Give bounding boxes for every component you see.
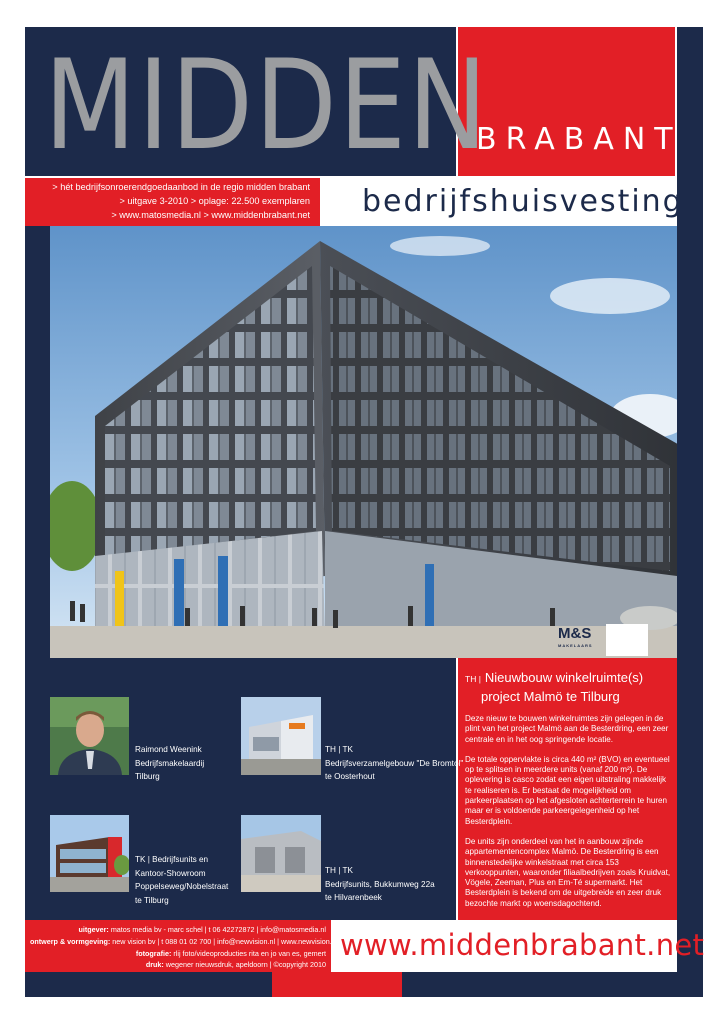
feature-headline-2: project Malmö te Tilburg xyxy=(481,689,620,704)
bottom-strip-left xyxy=(25,972,272,997)
bottom-strip-red xyxy=(272,972,402,997)
feature-paragraph-3: De units zijn onderdeel van het in aanbouw zijnde appartementencomplex Malmö. De Besterdring is een binnenstedelijke winkelstraat met circa 153 verkooppunten, waaronder filiaalbedrijven zoals Kruidvat, Vögele, Zeeman, Plus en Em-Té supermarkt. Het Besterdplein is bekend om de uitgebreide en zeer druk bezochte markt op woensdagochtend. xyxy=(465,836,671,908)
listing-2-line-2: Bedrijfsverzamelgebouw "De Bromtol" xyxy=(325,758,464,768)
agent-logo: M&S xyxy=(558,625,592,642)
masthead-sublines xyxy=(25,180,310,222)
left-edge-strip xyxy=(25,226,50,658)
listing-4-line-2: Bedrijfsunits, Bukkumweg 22a xyxy=(325,879,435,889)
hero-building-image xyxy=(50,226,677,658)
feature-headline xyxy=(465,669,643,706)
listing-photo-agent xyxy=(50,697,129,775)
listing-caption-2 xyxy=(325,743,463,784)
agent-logo-subtitle: MAKELAARS xyxy=(558,643,593,648)
listing-4-line-1: TH | TK xyxy=(325,866,353,875)
feature-price: Huurprijs € 200,- per m² per jaar exclusief btw xyxy=(465,919,629,929)
masthead-region: BRABANT xyxy=(476,122,682,157)
footer-credit-print: druk: wegener nieuwsdruk, apeldoorn | ©copyright 2010 xyxy=(145,960,326,970)
feature-body xyxy=(465,714,673,939)
listing-3-line-4: te Tilburg xyxy=(135,895,169,905)
listing-caption-1 xyxy=(135,743,204,784)
listing-4-line-3: te Hilvarenbeek xyxy=(325,893,382,902)
feature-paragraph-1: Deze nieuw te bouwen winkelruimtes zijn gelegen in de plint van het project Malmö aan de Besterdring, een zeer centrale en in het oog springende locatie. xyxy=(465,714,669,744)
listing-1-line-3: Tilburg xyxy=(135,772,160,781)
right-edge-strip xyxy=(677,27,703,997)
footer-credit-publisher: uitgever: matos media bv - marc schel | t 06 42272872 | info@matosmedia.nl xyxy=(78,925,326,934)
footer-credits xyxy=(30,924,338,971)
listing-3-line-1: TK | Bedrijfsunits en xyxy=(135,855,209,864)
listing-1-line-1: Raimond Weenink xyxy=(135,745,202,754)
listing-caption-3 xyxy=(135,853,228,907)
bottom-strip-right xyxy=(402,972,677,997)
masthead-title: MIDDEN xyxy=(44,34,490,178)
listing-photo-poppelseweg xyxy=(50,815,129,892)
website-link[interactable]: www.middenbrabant.net xyxy=(340,928,705,962)
footer-credit-design: ontwerp & vormgeving: new vision bv | t 088 01 02 700 | info@newvision.nl | www.newvision.nl xyxy=(30,936,338,946)
listing-2-line-3: te Oosterhout xyxy=(325,772,375,781)
listing-photo-bromtol xyxy=(241,697,321,775)
listing-caption-4 xyxy=(325,864,435,905)
listing-photo-bukkumweg xyxy=(241,815,321,892)
feature-paragraph-2: De totale oppervlakte is circa 440 m² (BVO) en eventueel op te splitsen in meerdere units (vanaf 200 m²). De oplevering is casco zodat een eigen uitstraling makkelijk te realiseren is. Er bestaat de mogelijkheid om parkeerplaatsen op het afgesloten achterterrein te huren maar er is voldoende parkeergelegenheid op het Besterdplein. xyxy=(465,754,670,826)
feature-headline-1: Nieuwbouw winkelruimte(s) xyxy=(484,670,644,685)
listing-2-line-1: TH | TK xyxy=(325,745,353,754)
subline-3: > www.matosmedia.nl > www.middenbrabant.net xyxy=(111,210,310,220)
listing-3-line-3: Poppelseweg/Nobelstraat xyxy=(135,882,229,891)
category-title: bedrijfshuisvesting xyxy=(362,184,684,219)
footer-credit-photo: fotografie: rlij foto/videoproducties rita en jo van es, gemert xyxy=(135,948,326,958)
subline-1: > hét bedrijfsonroerendgoedaanbod in de regio midden brabant xyxy=(52,182,310,192)
feature-tag: TH | xyxy=(465,674,481,684)
subline-2: > uitgave 3-2010 > oplage: 22.500 exemplaren xyxy=(119,196,310,206)
listing-3-line-2: Kantoor-Showroom xyxy=(135,868,206,878)
listing-1-line-2: Bedrijfsmakelaardij xyxy=(135,758,205,768)
